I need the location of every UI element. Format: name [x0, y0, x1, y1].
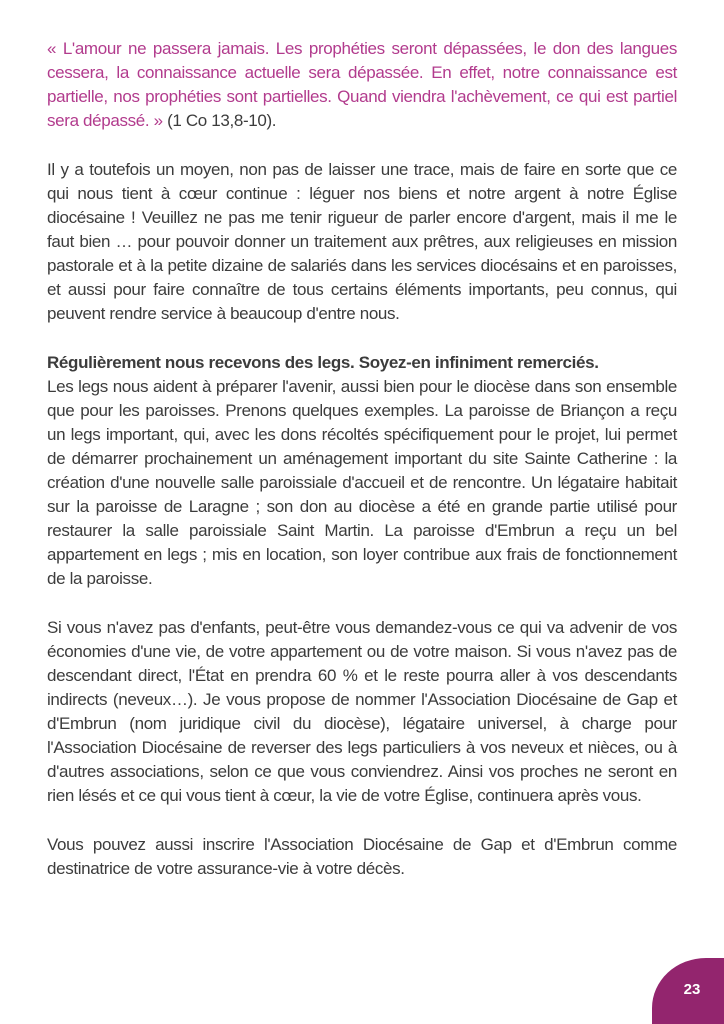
- scripture-quote-text: « L'amour ne passera jamais. Les prophéties seront dépassées, le don des langues cessera, la connaissance actuelle sera dépassée. En effet, notre connaissance est partielle, nos prophéties sont partielles. Quand viendra l'achèvement, ce qui est partiel sera dépassé. »: [47, 39, 677, 130]
- scripture-citation: (1 Co 13,8-10).: [167, 111, 277, 130]
- inheritance-paragraph: Si vous n'avez pas d'enfants, peut-être vous demandez-vous ce qui va advenir de vos économies d'une vie, de votre appartement ou de votre maison. Si vous n'avez pas de descendant direct, l'État en prendra 60 % et le reste pourra aller à vos descendants indirects (neveux…). Je vous propose de nommer l'Association Diocésaine de Gap et d'Embrun (nom juridique civil du diocèse), légataire universel, à charge pour l'Association Diocésaine de reverser des legs particuliers à vos neveux et nièces, ou à d'autres associations, selon ce que vous conviendrez. Ainsi vos proches ne seront en rien lésés et ce qui vous tient à cœur, la vie de votre Église, continuera après vous.: [47, 618, 677, 805]
- legs-heading: Régulièrement nous recevons des legs. Soyez-en infiniment remerciés.: [47, 353, 599, 372]
- insurance-paragraph: Vous pouvez aussi inscrire l'Association Diocésaine de Gap et d'Embrun comme destinatrice de votre assurance-vie à votre décès.: [47, 835, 677, 878]
- page-content: [47, 37, 677, 906]
- legs-paragraph: Les legs nous aident à préparer l'avenir, aussi bien pour le diocèse dans son ensemble que pour les paroisses. Prenons quelques exemples. La paroisse de Briançon a reçu un legs important, qui, avec les dons récoltés spécifiquement pour le projet, lui permet de démarrer prochainement un aménagement important du site Sainte Catherine : la création d'une nouvelle salle paroissiale d'accueil et de rencontre. Un légataire habitait sur la paroisse de Laragne ; son don au diocèse a été en grande partie utilisé pour restaurer la salle paroissiale Saint Martin. La paroisse d'Embrun a reçu un bel appartement en legs ; mis en location, son loyer contribue aux frais de fonctionnement de la paroisse.: [47, 377, 677, 588]
- intro-paragraph: Il y a toutefois un moyen, non pas de laisser une trace, mais de faire en sorte que ce qui nous tient à cœur continue : léguer nos biens et notre argent à notre Église diocésaine ! Veuillez ne pas me tenir rigueur de parler encore d'argent, mais il me le faut bien … pour pouvoir donner un traitement aux prêtres, aux religieuses en mission pastorale et à la petite dizaine de salariés dans les services diocésains et en paroisses, et aussi pour faire connaître de tous certains éléments importants, peu connus, qui peuvent rendre service à beaucoup d'entre nous.: [47, 160, 677, 323]
- page-number: 23: [683, 980, 701, 998]
- scripture-quote: [47, 37, 677, 133]
- page-number-badge: [652, 958, 724, 1024]
